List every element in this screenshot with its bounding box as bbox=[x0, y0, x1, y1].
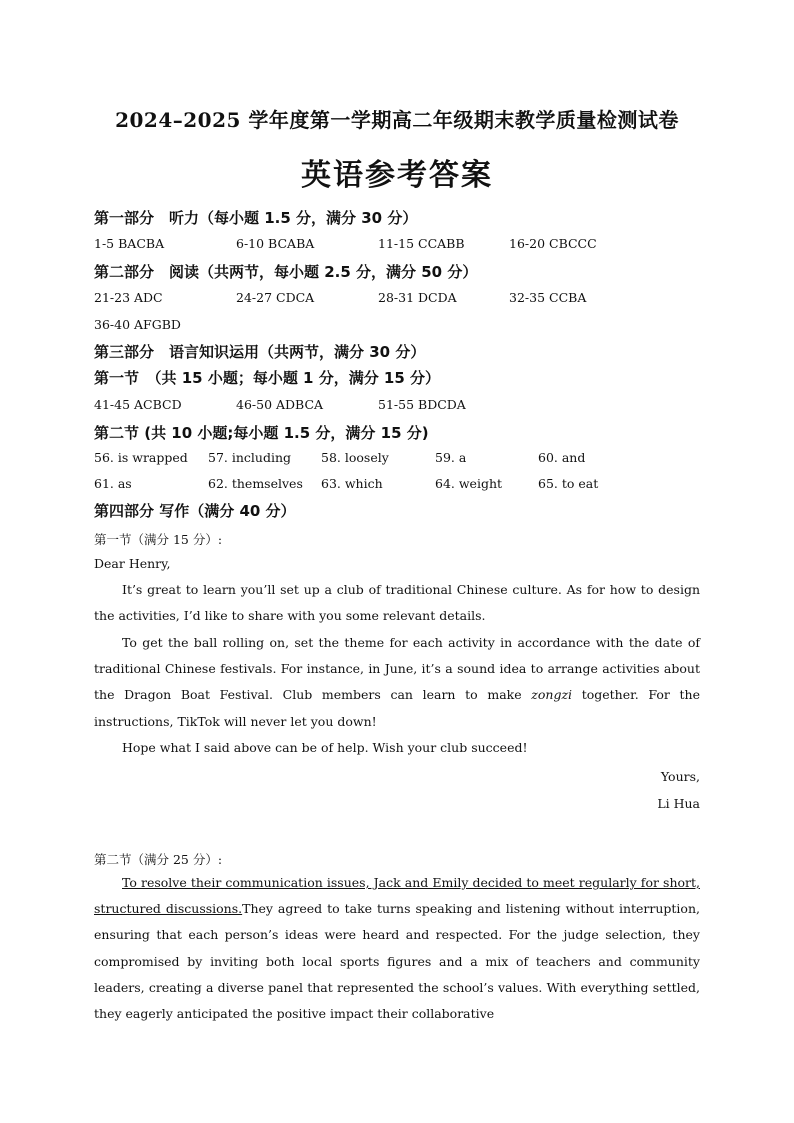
exam-title: 2024–2025 学年度第一学期高二年级期末教学质量检测试卷 bbox=[115, 108, 679, 132]
answer-item: 58. loosely bbox=[321, 450, 389, 465]
letter-paragraph-1: It’s great to learn you’ll set up a club of traditional Chinese culture. As for how to design the activities, I’d like to share with you some relevant details. bbox=[94, 582, 700, 624]
answer-group: 1-5 BACBA bbox=[94, 236, 165, 251]
underlined-sentence: To resolve their communication issues, Jack and Emily decided to meet regularly for short, structured discussions. bbox=[94, 875, 700, 917]
italic-term: zongzi bbox=[531, 687, 573, 703]
part3-section2-row1 bbox=[94, 450, 704, 466]
answer-group: 16-20 CBCCC bbox=[509, 236, 597, 251]
answer-item: 59. a bbox=[435, 450, 467, 465]
answer-group: 11-15 CCABB bbox=[378, 236, 465, 251]
answer-group: 24-27 CDCA bbox=[236, 290, 315, 305]
part3-section1-answers bbox=[94, 397, 704, 413]
answer-group: 32-35 CCBA bbox=[509, 290, 587, 305]
part4-section2-label: 第二节（满分 25 分）: bbox=[94, 852, 223, 867]
answer-item: 64. weight bbox=[435, 476, 503, 491]
answer-group: 36-40 AFGBD bbox=[94, 317, 181, 332]
part1-answers bbox=[94, 236, 704, 252]
letter-salutation: Dear Henry, bbox=[94, 556, 171, 571]
answer-group: 51-55 BDCDA bbox=[378, 397, 466, 412]
story-paragraph: To resolve their communication issues, Jack and Emily decided to meet regularly for short, structured discussions.They agreed to take turns speaking and listening without interruption, ensuring that each person’s ideas were heard and respected. For the judge selection, they compromised by inviting both local sports figures and a mix of teachers and community leaders, creating a diverse panel that represented the school’s values. With everything settled, they eagerly anticipated the positive impact their collaborative bbox=[94, 875, 700, 1022]
part2-heading: 第二部分 阅读（共两节，每小题 2.5 分，满分 50 分） bbox=[94, 263, 478, 281]
answer-group: 28-31 DCDA bbox=[378, 290, 457, 305]
answer-item: 65. to eat bbox=[538, 476, 599, 491]
answer-item: 62. themselves bbox=[208, 476, 303, 491]
letter-paragraph-2: To get the ball rolling on, set the theme for each activity in accordance with the date of traditional Chinese festivals. For instance, in June, it’s a sound idea to arrange activities about the Dragon Boat Festival. Club members can learn to make zongzi together. For the instructions, TikTok will never let you down! bbox=[94, 635, 700, 729]
part3-section2-heading: 第二节 (共 10 小题;每小题 1.5 分，满分 15 分) bbox=[94, 424, 429, 442]
answer-item: 60. and bbox=[538, 450, 586, 465]
answer-item: 56. is wrapped bbox=[94, 450, 188, 465]
part2-answers-row2 bbox=[94, 317, 704, 333]
answer-group: 41-45 ACBCD bbox=[94, 397, 182, 412]
letter-paragraph-3: Hope what I said above can be of help. Wish your club succeed! bbox=[122, 740, 528, 755]
answer-group: 21-23 ADC bbox=[94, 290, 163, 305]
letter-signature: Li Hua bbox=[657, 796, 700, 811]
answer-item: 57. including bbox=[208, 450, 292, 465]
answer-group: 6-10 BCABA bbox=[236, 236, 315, 251]
part1-heading: 第一部分 听力（每小题 1.5 分，满分 30 分） bbox=[94, 209, 418, 227]
part4-section1-label: 第一节（满分 15 分）: bbox=[94, 532, 223, 547]
part3-section2-row2 bbox=[94, 476, 704, 492]
answer-item: 61. as bbox=[94, 476, 132, 491]
part2-answers-row1 bbox=[94, 290, 704, 306]
answer-item: 63. which bbox=[321, 476, 383, 491]
part3-heading: 第三部分 语言知识运用（共两节，满分 30 分） bbox=[94, 343, 426, 361]
letter-closing: Yours, bbox=[660, 769, 700, 784]
part3-section1-heading: 第一节 （共 15 小题；每小题 1 分，满分 15 分） bbox=[94, 369, 441, 387]
part4-heading: 第四部分 写作（满分 40 分） bbox=[94, 502, 296, 520]
answer-key-title: 英语参考答案 bbox=[301, 158, 493, 193]
answer-group: 46-50 ADBCA bbox=[236, 397, 324, 412]
